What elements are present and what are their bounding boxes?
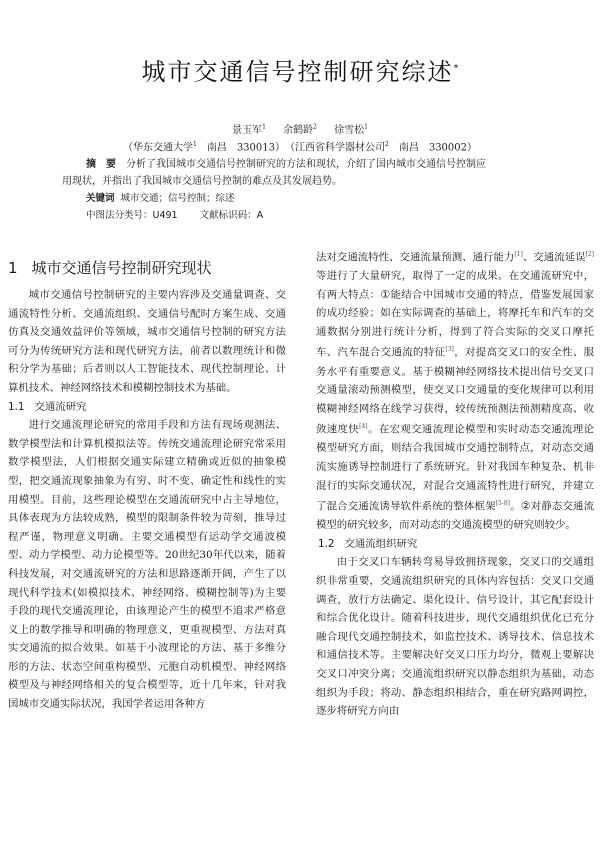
citation: [2] [585,251,595,258]
left-column [8,246,286,714]
subsection-heading: 1.1 交通流研究 [8,400,87,413]
author: 徐雪松$^1$ [334,124,368,137]
section-heading: 1 城市交通信号控制研究现状 [8,259,212,277]
circled-number: ① [380,287,391,301]
paragraph: 由于交叉口车辆转弯易导致拥挤现象，交叉口的交通组织非常重要，交通流组织研究的具体内容包括：交叉口交通调查，放行方法确定、渠化设计、信号设计，其它配套设计和综合优化设计。随着科技进步，现代交通组织优化已充分融合现代交通控制技术，如监控技术、诱导技术、信息技术和通信技术等。主要解决好交叉口压力均分，微观上要解决交叉口冲突分离；交通流组织研究以静态组织为基础，动态组织为手段；将动、静态组织相结合，重在研究路网调控，逐步将研究方向由 [316,556,594,718]
author: 景玉军$^1$ [232,124,266,137]
circled-number: ② [520,499,531,513]
abstract: 摘 要 分析了我国城市交通信号控制研究的方法和现状，介绍了国内城市交通信号控制应 [86,159,486,170]
citation: [5-8] [495,500,510,508]
author-list [0,121,600,138]
title-text: 城市交通信号控制研究综述 [141,58,454,86]
citation: [3] [445,346,454,354]
paragraph: 进行交通流理论研究的常用手段和方法有现场观测法、数学模型法和计算机模拟法等。传统交通流理论研究常采用数学模型法，人们根据交通实际建立精确或近似的抽象模型，把交通流现象抽象为有穷、时不变、确定性和线性的实用模型。目前，这些理论模型在交通流研究中占主导地位，具体表现为方法较成熟，模型的限制条件较为苛刻，推导过程严谨，物理意义明确。主要交通模型有运动学交通波模型、动力学模型、动力论模型等。20世纪30年代以来，随着科技发展，对交通流研究的方法和思路逐渐开阔，产生了以现代科学技术(如模拟技术、神经网络、模糊控制等)为主要手段的现代交通流理论，由该理论产生的模型不追求严格意义上的数学推导和明确的物理意义，更重视模型、方法对真实交通流的拟合效果。如基于小波理论的方法、基于多维分形的方法、状态空间重构模型、元胞自动机模型、神经网络模型及与神经网络相关的复合模型等，近十几年来，针对我国城市交通实际状况，我国学者运用各种方 [8,419,286,711]
keywords-label: 关键词 [86,193,115,204]
subsection-heading: 1.2 交通流组织研究 [318,537,418,550]
right-column [316,246,594,721]
abstract-label: 摘 要 [86,159,116,170]
paper-title [0,52,600,87]
affiliations: （华东交通大学$^1$ 南昌 330013） （江西省科学器材公司$^2$ 南昌 330002） [122,141,478,154]
author: 余鹤龄$^2$ [283,124,317,137]
abstract-block: 摘 要 分析了我国城市交通信号控制研究的方法和现状，介绍了国内城市交通信号控制应 用现状，并指出了我国城市交通信号控制的难点及其发展趋势。 关键词 城市交通；信号控制；综述 中图法分类号：U491 文献标识码：A [62,156,540,224]
keywords: 关键词 城市交通；信号控制；综述 [86,193,235,204]
title-footnote-mark: * [453,63,459,74]
paragraph: 法对交通流特性、交通流量预测、通行能力[1]、交通流延误[2]等进行了大量研究，取得了一定的成果。在交通流研究中，有两大特点：①能结合中国城市交通的特点，借鉴发展国家的成功经验；如在实际调查的基础上，将摩托车和汽车的交通数据分别进行统计分析，得到了符合实际的交叉口摩托车、汽车混合交通流的特征[3]，对提高交叉口的安全性、服务水平有重要意义。基于模糊神经网络技术提出信号交叉口交通量滚动预测模型，使交叉口交通量的变化规律可以利用模糊神经网络在线学习获得，较传统预测法预测精度高、收敛速度快[4]。在宏观交通流理论模型和实时动态交通流理论模型研究方面，则结合我国城市交通控制特点，对动态交通流实施诱导控制进行了系统研究。针对我国车种复杂、机非混行的实际交通状况，对混合交通流特性进行研究，并建立了混合交通流诱导软件系统的整体框架[5-8]。②对静态交通流模型的研究较多，而对动态的交通流模型的研究则较少。 [316,251,595,532]
classification: 中图法分类号：U491 文献标识码：A [86,210,264,221]
citation: [1] [514,251,523,258]
paragraph: 城市交通信号控制研究的主要内容涉及交通量调查、交通流特性分析、交通流组织、交通信号配时方案生成、交通仿真及交通效益评价等领域，城市交通信号控制的研究方法可分为传统研究方法和现代研究方法，前者以数理统计和微积分学为基础；后者则以人工智能技术、现代控制理论、计算机技术、神经网络技术和模糊控制技术为基础。 [8,289,286,394]
citation: [4] [359,423,368,431]
